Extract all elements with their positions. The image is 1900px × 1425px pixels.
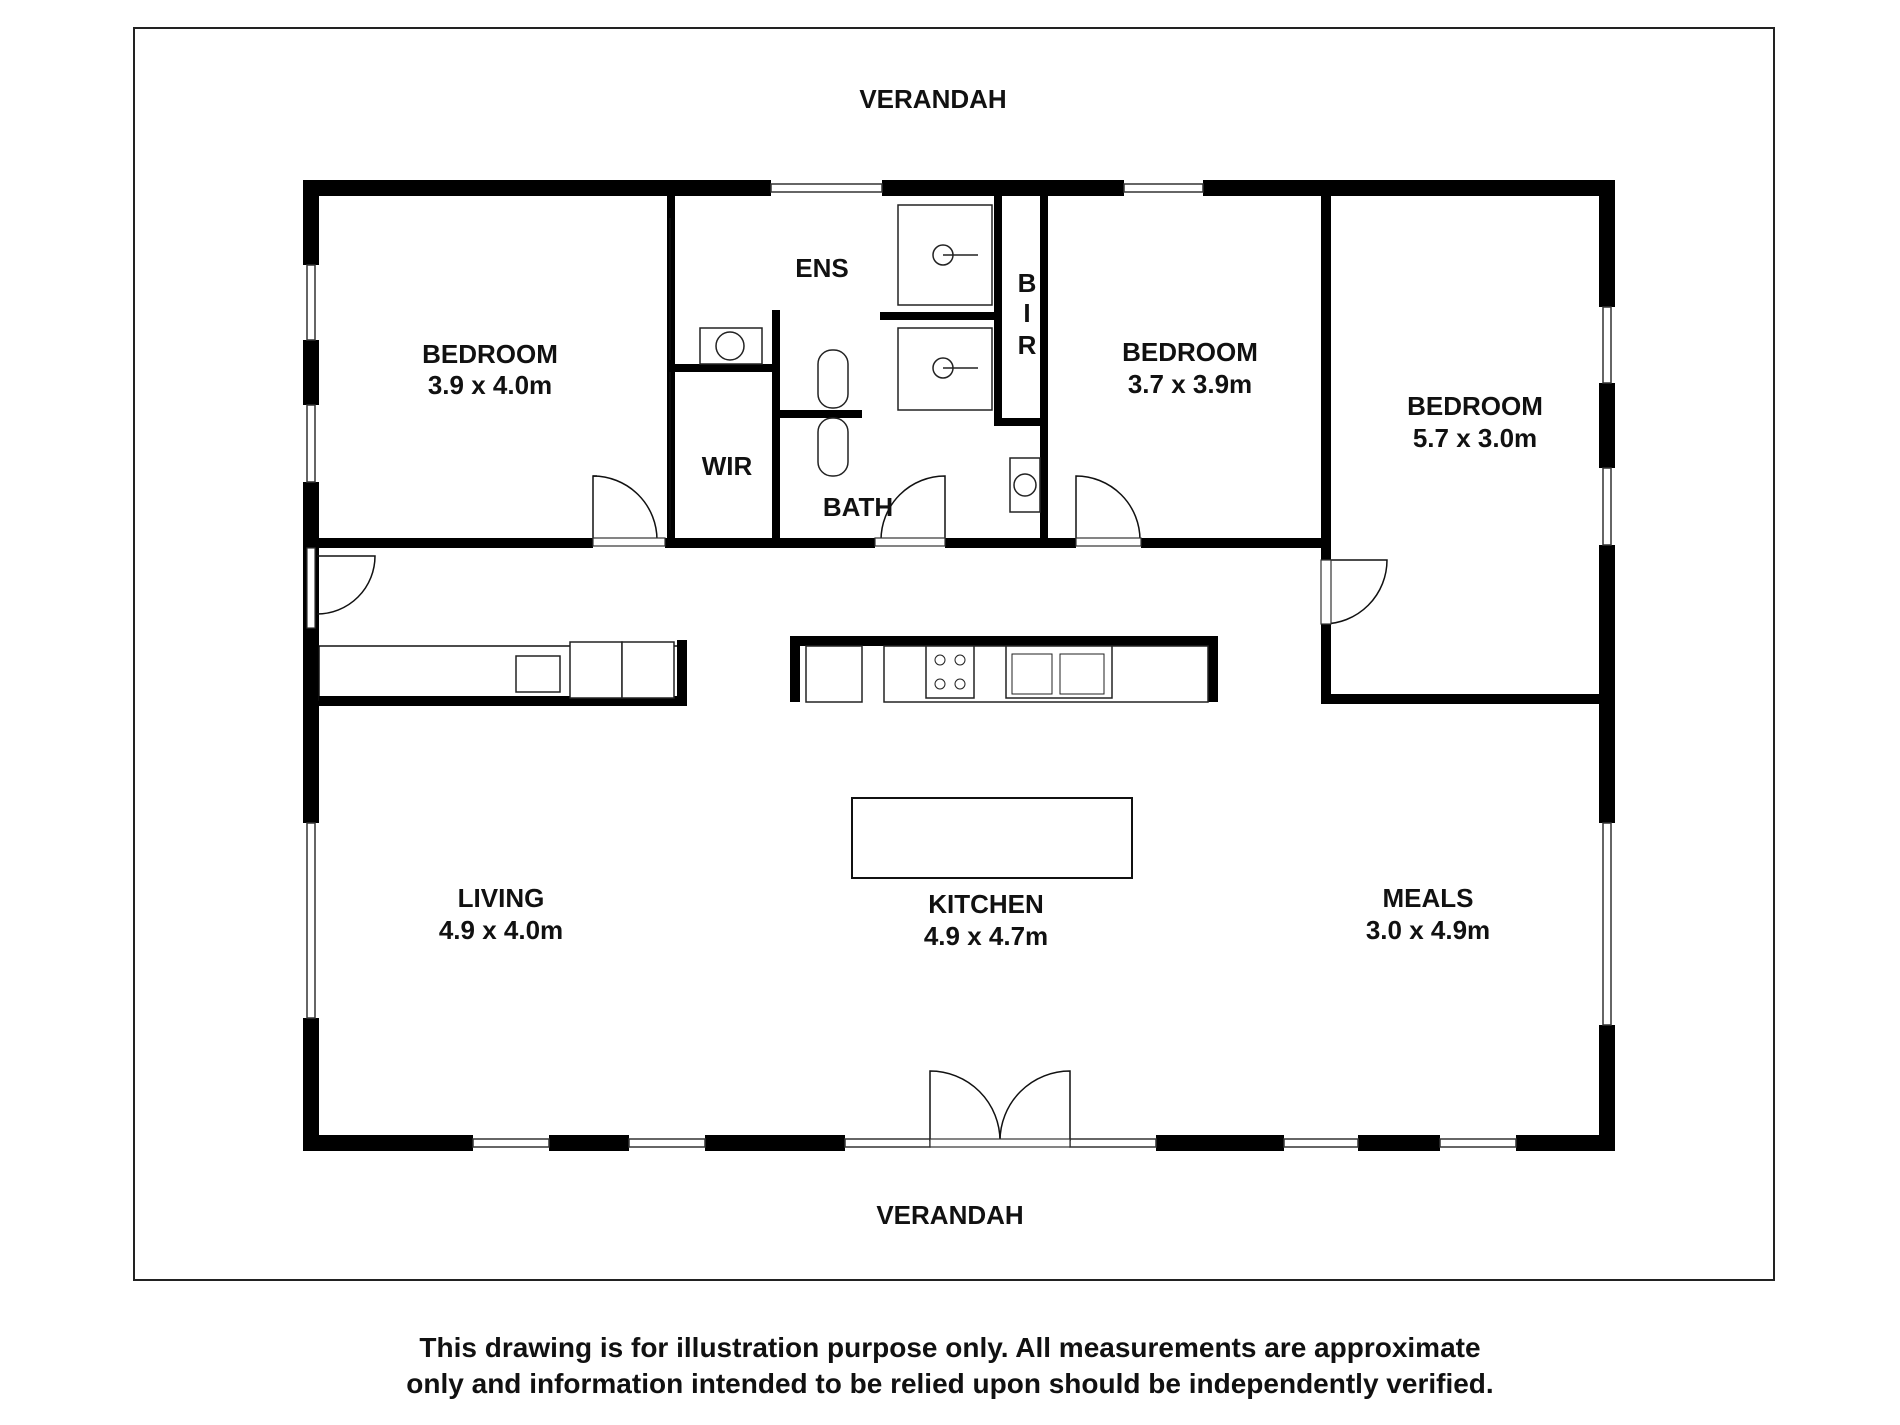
ens-label: ENS xyxy=(795,253,849,283)
bath-label: BATH xyxy=(822,492,894,522)
kitchen-label: KITCHEN xyxy=(928,889,1044,919)
kitchen-island xyxy=(852,798,1132,878)
bedroom3-label: BEDROOM xyxy=(1407,391,1543,421)
meals-label: MEALS xyxy=(1382,883,1474,913)
living-size: 4.9 x 4.0m xyxy=(438,915,564,945)
bir-letter-r: R xyxy=(1017,330,1037,360)
verandah-bottom-label: VERANDAH xyxy=(876,1200,1024,1230)
bedroom2-label: BEDROOM xyxy=(1122,337,1258,367)
cooktop-icon xyxy=(926,646,974,698)
disclaimer xyxy=(0,1330,1900,1402)
kitchen-bench xyxy=(790,636,1218,702)
bedroom1-label: BEDROOM xyxy=(422,339,558,369)
kitchen-size: 4.9 x 4.7m xyxy=(923,921,1049,951)
living-label: LIVING xyxy=(457,883,545,913)
meals-size: 3.0 x 4.9m xyxy=(1365,915,1491,945)
disclaimer-line-2: only and information intended to be relied upon should be independently verified. xyxy=(406,1368,1494,1399)
toilet-icon xyxy=(818,350,848,408)
bedroom3-size: 5.7 x 3.0m xyxy=(1412,423,1538,453)
bir-letter-b: B xyxy=(1017,268,1037,298)
verandah-top-label: VERANDAH xyxy=(859,84,1007,114)
bedroom2-size: 3.7 x 3.9m xyxy=(1127,369,1253,399)
laundry-bench xyxy=(319,640,687,706)
bir-letter-i: I xyxy=(1023,298,1031,328)
disclaimer-line-1: This drawing is for illustration purpose only. All measurements are approximate xyxy=(419,1332,1481,1363)
bedroom1-size: 3.9 x 4.0m xyxy=(427,370,553,400)
wir-label: WIR xyxy=(701,451,753,481)
